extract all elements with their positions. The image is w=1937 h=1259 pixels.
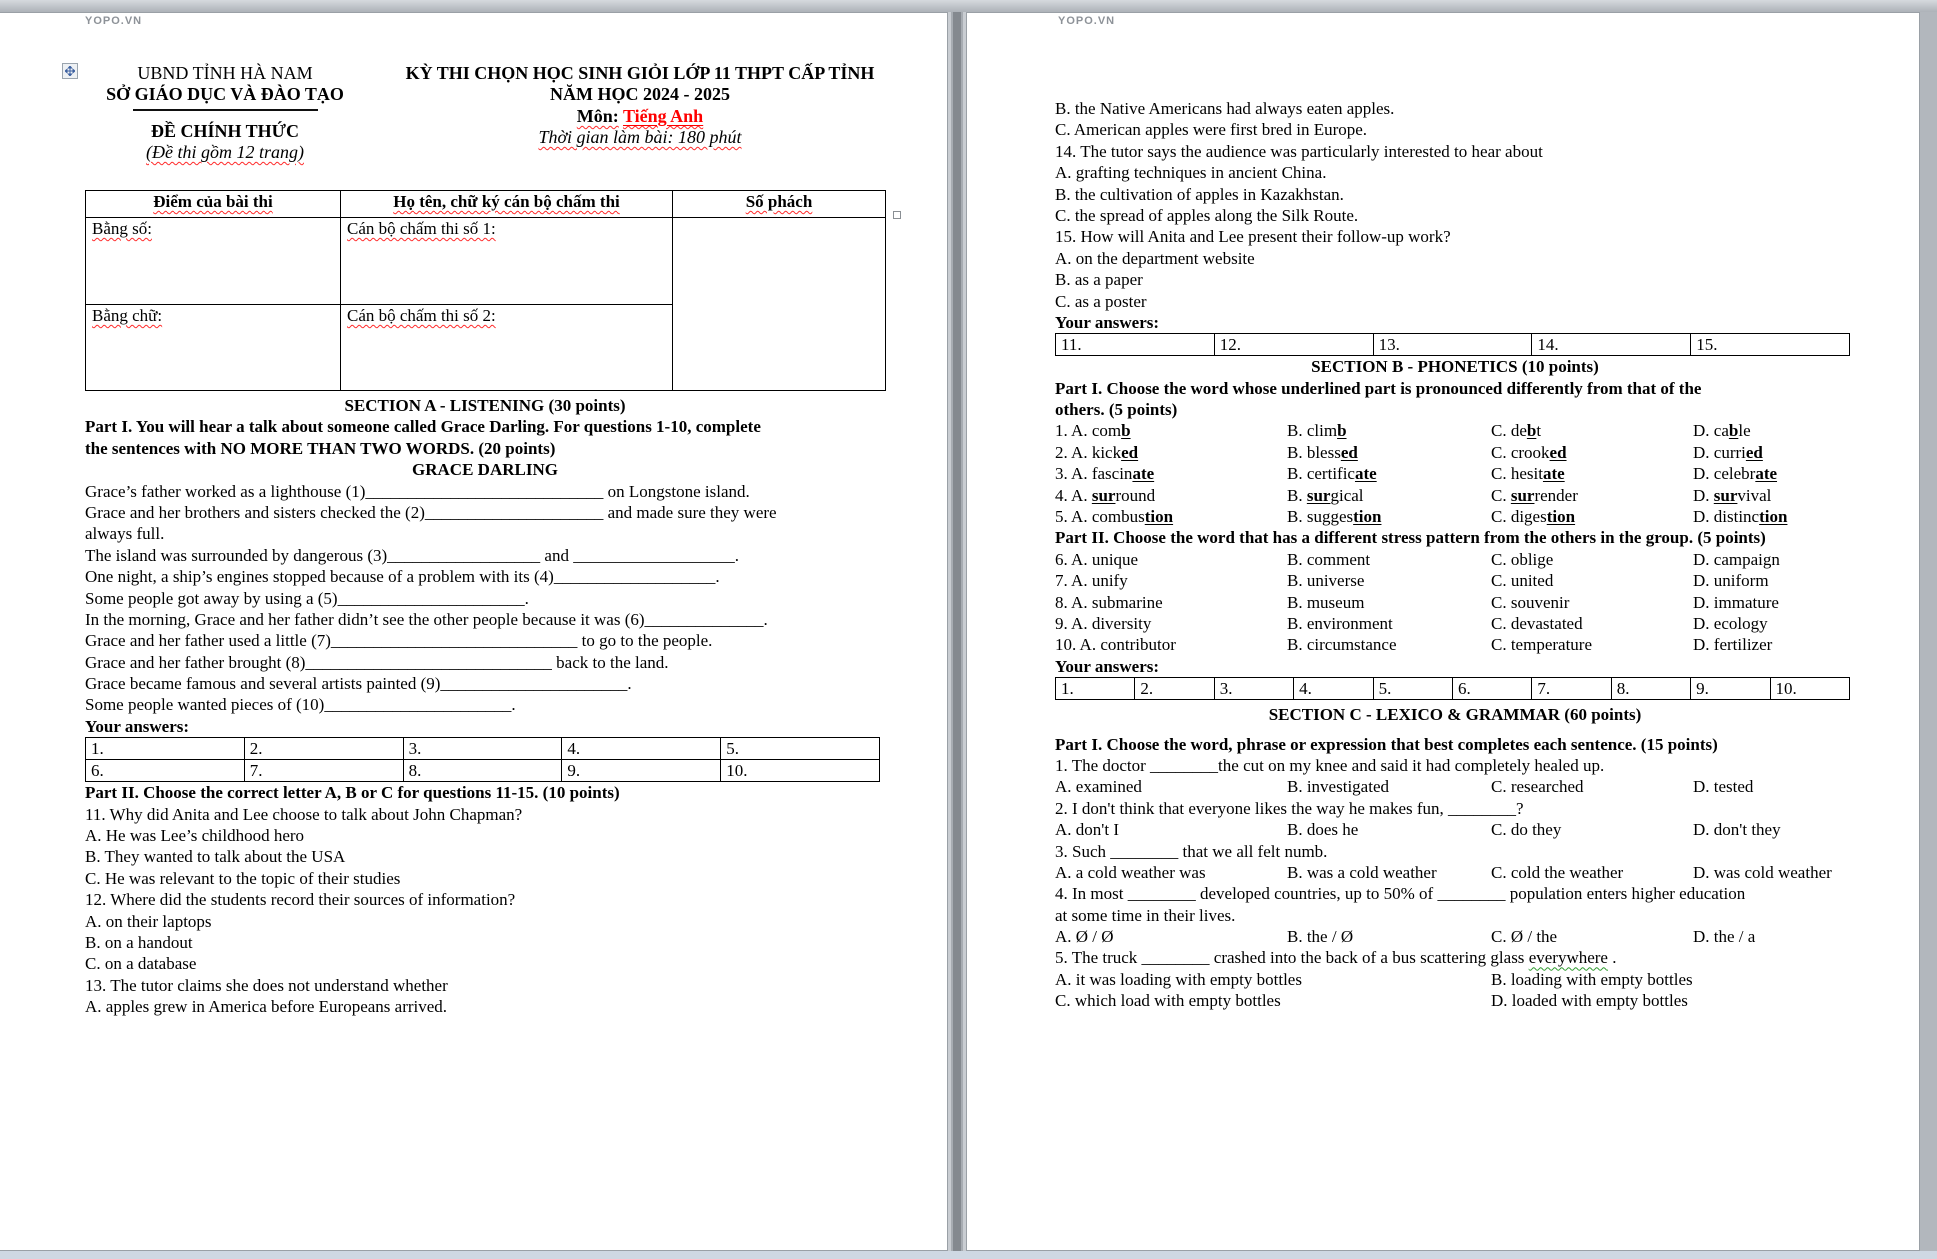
phonetics-row: 5. A. combustion B. suggestion C. digestion D. distinction — [1055, 507, 1788, 527]
answer-cell: 7. — [1532, 678, 1611, 700]
option-line: B. the Native Americans had always eaten apples. — [1055, 99, 1395, 118]
stress-row: 7. A. unify B. universe C. united D. uniform — [1055, 571, 1769, 591]
options-row: C. which load with empty bottles D. loaded with empty bottles — [1055, 991, 1688, 1011]
gap-sentence: Grace became famous and several artists painted (9)______________________. — [85, 674, 632, 694]
answer-cell: 6. — [1452, 678, 1531, 700]
left-page-body — [85, 395, 885, 1018]
org-name-2: SỞ GIÁO DỤC VÀ ĐÀO TẠO — [106, 84, 344, 105]
org-name-1: UBND TỈNH HÀ NAM — [137, 63, 313, 83]
answer-cell: 11. — [1056, 334, 1215, 356]
header-left — [60, 63, 390, 164]
right-margin — [1920, 0, 1937, 1259]
section-b-title: SECTION B - PHONETICS (10 points) — [1311, 357, 1599, 377]
answer-cell: 6. — [86, 760, 245, 782]
part1-intro: the sentences with NO MORE THAN TWO WORDS. (20 points) — [85, 438, 556, 458]
option-line: A. on the department website — [1055, 248, 1255, 268]
exam-title-2: NĂM HỌC 2024 - 2025 — [550, 84, 730, 105]
watermark: YOPO.VN — [1058, 15, 1116, 27]
answer-cell: 2. — [244, 738, 403, 760]
option-line: C. American apples were first bred in Europe. — [1055, 120, 1368, 140]
your-answers-label: Your answers: — [1055, 312, 1160, 332]
top-bar — [0, 0, 1937, 12]
page-left — [0, 12, 948, 1251]
answers-table-phonetics — [1055, 677, 1850, 700]
answer-cell: 5. — [721, 738, 880, 760]
gap-sentence: In the morning, Grace and her father didn’t see the other people because it was (6)______________. — [85, 609, 768, 629]
answer-cell: 14. — [1532, 334, 1691, 356]
answer-cell: 8. — [403, 760, 562, 782]
section-a-title: SECTION A - LISTENING (30 points) — [344, 396, 626, 415]
question-line: 3. Such ________ that we all felt numb. — [1055, 841, 1328, 861]
option-line: A. He was Lee’s childhood hero — [85, 826, 305, 846]
passage-title: GRACE DARLING — [412, 460, 558, 480]
answer-cell: 3. — [403, 738, 562, 760]
answer-cell: 1. — [1056, 678, 1135, 700]
answer-cell: 1. — [86, 738, 245, 760]
gap-sentence: Some people wanted pieces of (10)______________________. — [85, 695, 516, 715]
stress-row: 8. A. submarine B. museum C. souvenir D. immature — [1055, 592, 1779, 612]
answer-cell: 7. — [244, 760, 403, 782]
option-line: C. on a database — [85, 954, 197, 974]
options-row: A. a cold weather was B. was a cold weather C. cold the weather D. was cold weather — [1055, 862, 1832, 882]
header-right — [390, 63, 890, 149]
answer-cell: 10. — [1770, 678, 1849, 700]
answer-cell: 10. — [721, 760, 880, 782]
options-row: A. it was loading with empty bottles B. loading with empty bottles — [1055, 969, 1693, 989]
gap-sentence: Grace’s father worked as a lighthouse (1)____________________________ on Longstone island. — [85, 481, 750, 501]
exam-label: ĐỀ CHÍNH THỨC — [150, 120, 300, 141]
table-move-handle[interactable] — [62, 63, 78, 79]
watermark: YOPO.VN — [85, 15, 143, 27]
section-c-title: SECTION C - LEXICO & GRAMMAR (60 points) — [1268, 705, 1642, 725]
options-row: A. examined B. investigated C. researched D. tested — [1055, 777, 1754, 797]
question-line: 15. How will Anita and Lee present their follow-up work? — [1055, 227, 1451, 247]
phonetics-row: 3. A. fascinate B. certificate C. hesitate D. celebrate — [1055, 464, 1778, 484]
gap-sentence: Grace and her father brought (8)_____________________________ back to the land. — [85, 652, 669, 672]
answer-cell: 2. — [1135, 678, 1214, 700]
exam-title-1: KỲ THI CHỌN HỌC SINH GIỎI LỚP 11 THPT CẤP TỈNH — [405, 63, 875, 83]
answer-cell: 15. — [1691, 334, 1850, 356]
question-line: 5. The truck ________ crashed into the back of a bus scattering glass everywhere . — [1055, 948, 1617, 968]
question-line: 12. Where did the students record their sources of information? — [85, 890, 516, 910]
grammar-part1-intro: Part I. Choose the word, phrase or expression that best completes each sentence. (15 points) — [1055, 734, 1718, 754]
your-answers-label: Your answers: — [1055, 656, 1160, 676]
move-arrows-icon — [65, 66, 75, 76]
option-line: B. They wanted to talk about the USA — [85, 847, 346, 867]
options-row: A. don't I B. does he C. do they D. don't they — [1055, 820, 1781, 840]
exam-duration: Thời gian làm bài: 180 phút — [538, 127, 742, 148]
answer-cell: 12. — [1214, 334, 1373, 356]
answer-cell: 3. — [1214, 678, 1293, 700]
option-line: A. grafting techniques in ancient China. — [1055, 163, 1327, 183]
question-line: 1. The doctor ________the cut on my knee and said it had completely healed up. — [1055, 755, 1605, 775]
part2-intro: Part II. Choose the correct letter A, B or C for questions 11-15. (10 points) — [85, 783, 620, 803]
answer-cell: 9. — [1691, 678, 1770, 700]
table-resize-handle[interactable] — [893, 211, 901, 219]
stress-row: 6. A. unique B. comment C. oblige D. campaign — [1055, 549, 1780, 569]
answer-cell: 4. — [562, 738, 721, 760]
question-line: 13. The tutor claims she does not understand whether — [85, 975, 448, 995]
question-line: 14. The tutor says the audience was particularly interested to hear about — [1055, 141, 1543, 161]
pages-note: (Đề thi gồm 12 trang) — [146, 142, 304, 163]
question-line: 2. I don't think that everyone likes the way he makes fun, ________? — [1055, 798, 1524, 818]
score-table — [85, 190, 886, 391]
page-divider — [953, 0, 961, 1259]
phonetics-row: 4. A. surround B. surgical C. surrender D. survival — [1055, 485, 1772, 505]
phonetics-part1-intro: others. (5 points) — [1055, 400, 1178, 420]
score-cell-sophach — [673, 218, 886, 391]
phonetics-part1-intro: Part I. Choose the word whose underlined part is pronounced differently from that of the — [1055, 378, 1702, 398]
part1-intro: Part I. You will hear a talk about someone called Grace Darling. For questions 1-10, complete — [85, 417, 761, 437]
question-line: 4. In most ________ developed countries, up to 50% of ________ population enters higher education — [1055, 884, 1746, 904]
spellcheck-word: everywhere — [1528, 948, 1608, 968]
phonetics-row: 1. A. comb B. climb C. debt D. cable — [1055, 421, 1751, 441]
score-col-header: Số phách — [673, 191, 886, 218]
score-cell: Cán bộ chấm thi số 1: — [341, 218, 673, 305]
gap-sentence: Grace and her father used a little (7)_____________________________ to go to the people. — [85, 631, 713, 651]
option-line: C. He was relevant to the topic of their studies — [85, 868, 401, 888]
score-cell: Bằng số: — [86, 218, 341, 305]
option-line: A. on their laptops — [85, 911, 212, 931]
question-line: at some time in their lives. — [1055, 905, 1236, 925]
your-answers-label: Your answers: — [85, 716, 190, 736]
score-col-header: Họ tên, chữ ký cán bộ chấm thi — [341, 191, 673, 218]
option-line: A. apples grew in America before Europeans arrived. — [85, 997, 448, 1017]
gap-sentence: The island was surrounded by dangerous (3)__________________ and ___________________. — [85, 545, 739, 565]
stress-row: 10. A. contributor B. circumstance C. temperature D. fertilizer — [1055, 635, 1773, 655]
subject-name: Tiếng Anh — [622, 105, 704, 126]
options-row: A. Ø / Ø B. the / Ø C. Ø / the D. the / a — [1055, 927, 1756, 947]
answers-table-11-15 — [1055, 333, 1850, 356]
right-page-body — [1055, 98, 1855, 1012]
score-col-header: Điểm của bài thi — [86, 191, 341, 218]
option-line: C. as a poster — [1055, 291, 1147, 311]
page-gap — [948, 0, 966, 1259]
score-cell: Bằng chữ: — [86, 305, 341, 391]
gap-sentence: Some people got away by using a (5)______________________. — [85, 588, 529, 608]
page-right — [966, 12, 1920, 1251]
answer-cell: 4. — [1294, 678, 1373, 700]
header-rule — [133, 109, 318, 111]
option-line: B. on a handout — [85, 932, 193, 952]
bottom-margin — [0, 1251, 1937, 1259]
gap-sentence: One night, a ship’s engines stopped because of a problem with its (4)___________________. — [85, 567, 720, 587]
phonetics-row: 2. A. kicked B. blessed C. crooked D. curried — [1055, 442, 1763, 462]
stress-row: 9. A. diversity B. environment C. devastated D. ecology — [1055, 613, 1768, 633]
subject-label: Môn: — [576, 105, 619, 126]
gap-sentence: always full. — [85, 524, 165, 544]
answer-cell: 8. — [1611, 678, 1690, 700]
phonetics-part2-intro: Part II. Choose the word that has a different stress pattern from the others in the group. (5 points) — [1055, 528, 1766, 548]
option-line: C. the spread of apples along the Silk Route. — [1055, 205, 1359, 225]
answer-cell: 9. — [562, 760, 721, 782]
option-line: B. as a paper — [1055, 270, 1143, 290]
answers-table-1-10 — [85, 737, 880, 782]
answer-cell: 13. — [1373, 334, 1532, 356]
score-cell: Cán bộ chấm thi số 2: — [341, 305, 673, 391]
question-line: 11. Why did Anita and Lee choose to talk about John Chapman? — [85, 804, 523, 824]
gap-sentence: Grace and her brothers and sisters checked the (2)_____________________ and made sure they were — [85, 502, 777, 522]
answer-cell: 5. — [1373, 678, 1452, 700]
option-line: B. the cultivation of apples in Kazakhstan. — [1055, 184, 1344, 204]
